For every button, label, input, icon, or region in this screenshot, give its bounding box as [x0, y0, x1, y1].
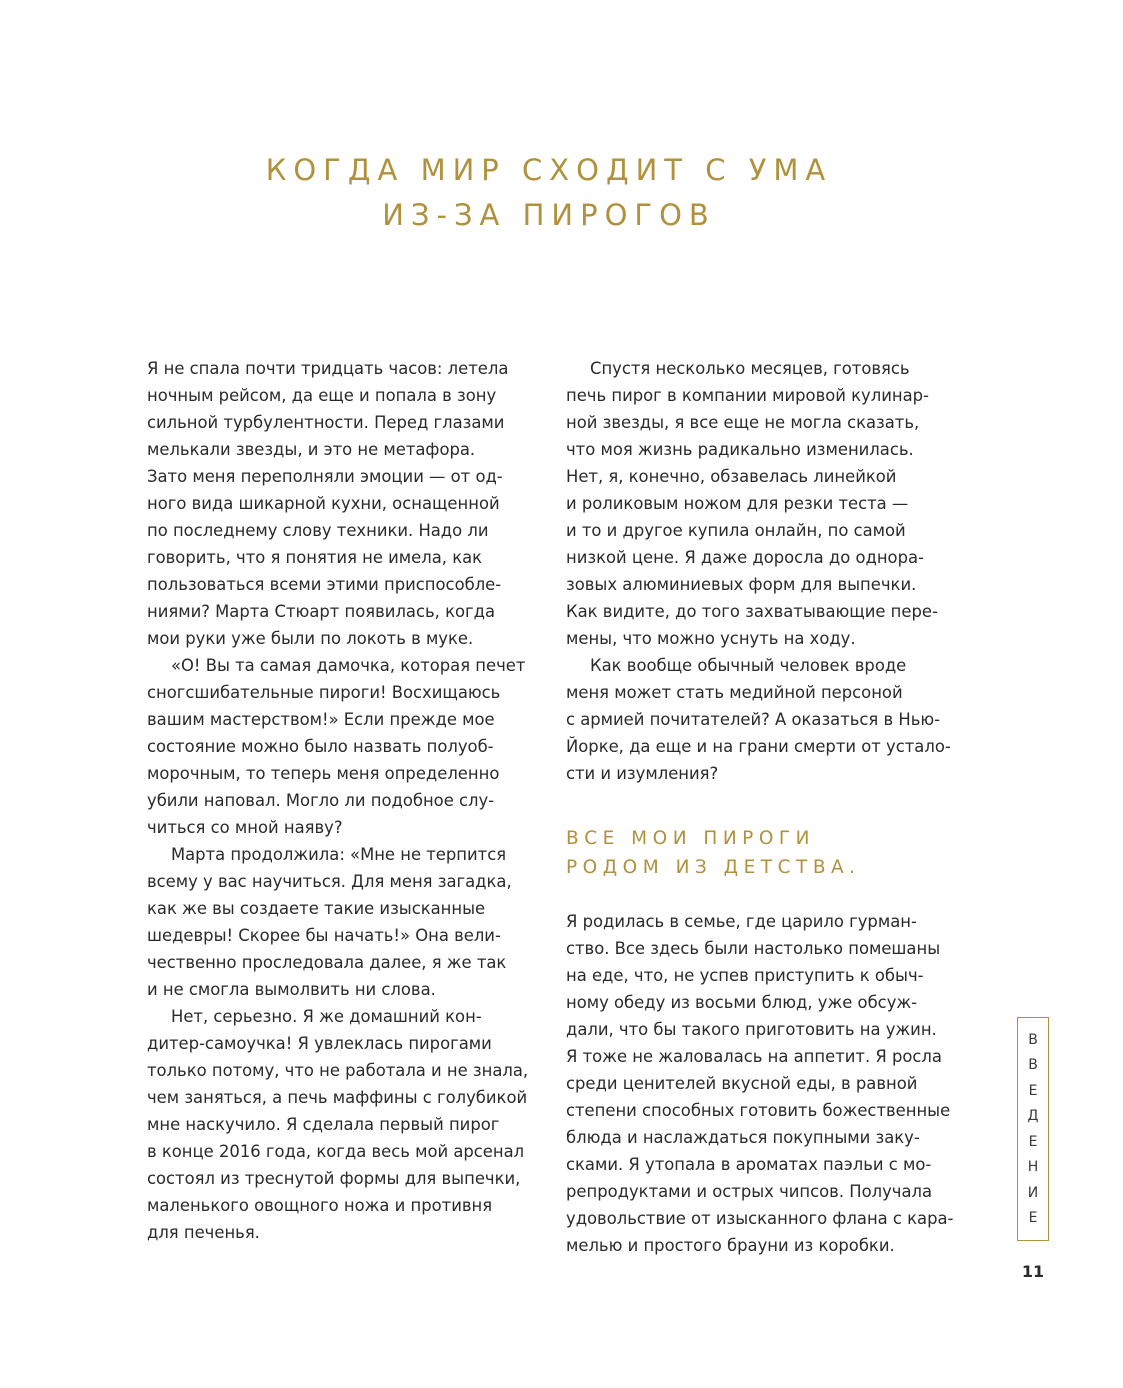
text-line: зовых алюминиевых форм для выпечки. [566, 575, 917, 594]
side-tab-letter: И [1027, 1184, 1039, 1201]
subheading-line-2: РОДОМ ИЗ ДЕТСТВА. [566, 857, 861, 878]
text-line: меня может стать медийной персоной [566, 683, 903, 702]
text-line: удовольствие от изысканного флана с кара- [566, 1209, 954, 1228]
right-text-column [566, 355, 954, 1259]
chapter-title-line-1: КОГДА МИР СХОДИТ С УМА [265, 153, 833, 187]
text-line: Я тоже не жаловалась на аппетит. Я росла [566, 1047, 942, 1066]
text-line: сками. Я утопала в ароматах паэльи с мо- [566, 1155, 932, 1174]
text-line: шедевры! Скорее бы начать!» Она вели- [147, 926, 501, 945]
text-line: Йорке, да еще и на грани смерти от устало- [566, 737, 951, 756]
text-line: мены, что можно уснуть на ходу. [566, 629, 856, 648]
text-line: репродуктами и острых чипсов. Получала [566, 1182, 933, 1201]
text-line: по последнему слову техники. Надо ли [147, 521, 489, 540]
text-line: ному обеду из восьми блюд, уже обсуж- [566, 993, 918, 1012]
text-line: мелью и простого брауни из коробки. [566, 1236, 895, 1255]
text-line: для печенья. [147, 1223, 260, 1242]
text-line: мне наскучило. Я сделала первый пирог [147, 1115, 500, 1134]
text-line: Зато меня переполняли эмоции — от од- [147, 467, 503, 486]
text-line: ство. Все здесь были настолько помешаны [566, 939, 941, 958]
chapter-title [0, 148, 1098, 238]
text-line: в конце 2016 года, когда весь мой арсенал [147, 1142, 525, 1161]
text-line: состояние можно было назвать полуоб- [147, 737, 494, 756]
text-line: только потому, что не работала и не знала, [147, 1061, 529, 1080]
chapter-title-line-2: ИЗ-ЗА ПИРОГОВ [382, 198, 716, 232]
text-line: мои руки уже были по локоть в муке. [147, 629, 474, 648]
text-line: что моя жизнь радикально изменилась. [566, 440, 914, 459]
text-line: ной звезды, я все еще не могла сказать, [566, 413, 920, 432]
text-line: маленького овощного ножа и противня [147, 1196, 493, 1215]
text-line: Нет, я, конечно, обзавелась линейкой [566, 467, 897, 486]
text-line: дитер-самоучка! Я увлеклась пирогами [147, 1034, 492, 1053]
right-column-top-text [566, 355, 951, 787]
side-tab-letter: Н [1027, 1159, 1039, 1176]
side-tab-letter: Д [1027, 1108, 1039, 1125]
text-line: ниями? Марта Стюарт появилась, когда [147, 602, 495, 621]
text-line: убили наповал. Могло ли подобное слу- [147, 791, 495, 810]
text-line: Как вообще обычный человек вроде [590, 656, 907, 675]
text-line: блюда и наслаждаться покупными заку- [566, 1128, 920, 1147]
text-line: Нет, серьезно. Я же домашний кон- [171, 1007, 482, 1026]
side-tab-letter: Е [1028, 1133, 1038, 1150]
text-line: Как видите, до того захватывающие пере- [566, 602, 938, 621]
side-tab-letter: В [1028, 1031, 1038, 1048]
text-line: состоял из треснутой формы для выпечки, [147, 1169, 521, 1188]
text-line: и роликовым ножом для резки теста — [566, 494, 909, 513]
text-line: среди ценителей вкусной еды, в равной [566, 1074, 918, 1093]
section-subheading [566, 824, 951, 882]
text-line: Марта продолжила: «Мне не терпится [171, 845, 507, 864]
text-line: низкой цене. Я даже доросла до однора- [566, 548, 924, 567]
text-line: печь пирог в компании мировой кулинар- [566, 386, 929, 405]
right-column-bottom-text [566, 908, 954, 1259]
text-line: мелькали звезды, и это не метафора. [147, 440, 476, 459]
text-line: сногсшибательные пироги! Восхищаюсь [147, 683, 501, 702]
text-line: чем заняться, а печь маффины с голубикой [147, 1088, 528, 1107]
text-line: всему у вас научиться. Для меня загадка, [147, 872, 512, 891]
text-line: говорить, что я понятия не имела, как [147, 548, 483, 567]
side-tab-letter: В [1028, 1057, 1038, 1074]
text-line: сти и изумления? [566, 764, 719, 783]
side-tab-letter: Е [1028, 1082, 1038, 1099]
chapter-side-tab [1017, 1017, 1049, 1241]
left-text-column [147, 355, 532, 1246]
text-line: читься со мной наяву? [147, 818, 343, 837]
text-line: Я не спала почти тридцать часов: летела [147, 359, 509, 378]
text-line: «О! Вы та самая дамочка, которая печет [171, 656, 526, 675]
text-line: Спустя несколько месяцев, готовясь [590, 359, 910, 378]
text-line: и не смогла вымолвить ни слова. [147, 980, 436, 999]
side-tab-letter: Е [1028, 1210, 1038, 1227]
text-line: степени способных готовить божественные [566, 1101, 951, 1120]
text-line: ного вида шикарной кухни, оснащенной [147, 494, 500, 513]
text-line: и то и другое купила онлайн, по самой [566, 521, 906, 540]
subheading-line-1: ВСЕ МОИ ПИРОГИ [566, 828, 816, 849]
text-line: морочным, то теперь меня определенно [147, 764, 500, 783]
text-line: сильной турбулентности. Перед глазами [147, 413, 505, 432]
page-number: 11 [1021, 1262, 1045, 1281]
text-line: на еде, что, не успев приступить к обыч- [566, 966, 924, 985]
text-line: как же вы создаете такие изысканные [147, 899, 486, 918]
text-line: с армией почитателей? А оказаться в Нью- [566, 710, 941, 729]
text-line: Я родилась в семье, где царило гурман- [566, 912, 917, 931]
text-line: вашим мастерством!» Если прежде мое [147, 710, 495, 729]
text-line: пользоваться всеми этими приспособле- [147, 575, 502, 594]
text-line: чественно проследовала далее, я же так [147, 953, 507, 972]
text-line: дали, что бы такого приготовить на ужин. [566, 1020, 937, 1039]
text-line: ночным рейсом, да еще и попала в зону [147, 386, 497, 405]
